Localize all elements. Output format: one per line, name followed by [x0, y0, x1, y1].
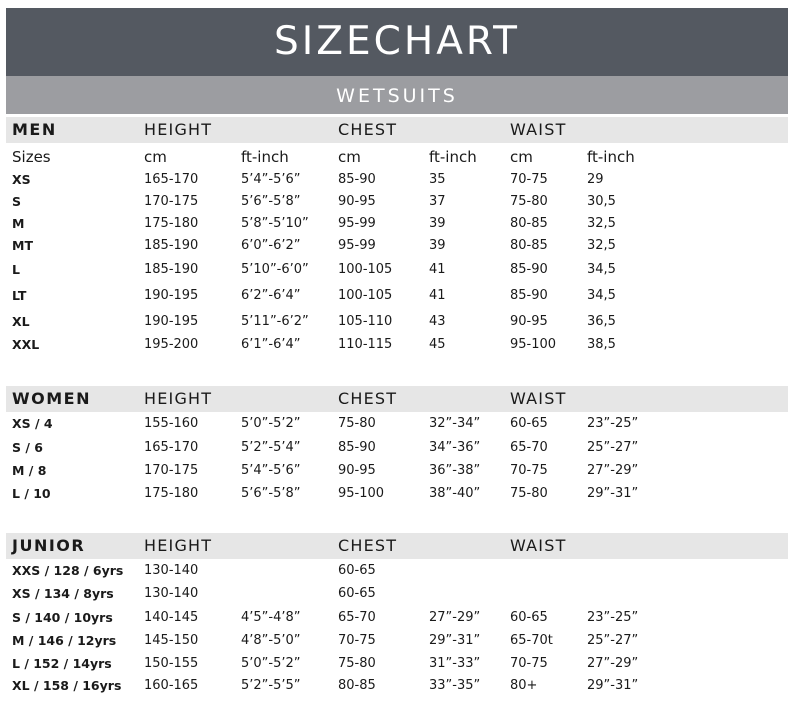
cell-chest-ftin: 41: [429, 262, 446, 277]
size-label: XXS / 128 / 6yrs: [12, 563, 124, 578]
cell-height-cm: 130-140: [144, 586, 199, 601]
cell-waist-ftin: 32,5: [587, 238, 616, 253]
cell-waist-ftin: 25”-27”: [587, 633, 639, 648]
cell-chest-ftin: 39: [429, 216, 446, 231]
cell-waist-ftin: 32,5: [587, 216, 616, 231]
cell-height-cm: 160-165: [144, 678, 199, 693]
size-label: LT: [12, 288, 27, 303]
size-label: M / 146 / 12yrs: [12, 633, 117, 648]
cell-height-cm: 150-155: [144, 656, 199, 671]
unit-label-waist-cm: cm: [510, 148, 533, 166]
cell-waist-ftin: 29”-31”: [587, 486, 639, 501]
cell-height-ftin: 5’0”-5’2”: [241, 416, 301, 431]
cell-waist-cm: 80+: [510, 678, 538, 693]
cell-waist-cm: 60-65: [510, 416, 548, 431]
chest-header: CHEST: [338, 389, 398, 408]
size-label: XS / 4: [12, 416, 53, 431]
size-label: L / 152 / 14yrs: [12, 656, 112, 671]
size-label: MT: [12, 238, 33, 253]
cell-height-cm: 190-195: [144, 314, 199, 329]
size-label: M / 8: [12, 463, 47, 478]
cell-height-cm: 185-190: [144, 238, 199, 253]
cell-height-ftin: 5’11”-6’2”: [241, 314, 309, 329]
cell-waist-cm: 75-80: [510, 194, 548, 209]
cell-chest-cm: 100-105: [338, 262, 393, 277]
cell-height-cm: 170-175: [144, 194, 199, 209]
cell-chest-ftin: 35: [429, 172, 446, 187]
cell-height-cm: 140-145: [144, 610, 199, 625]
cell-waist-cm: 60-65: [510, 610, 548, 625]
cell-chest-ftin: 37: [429, 194, 446, 209]
cell-waist-ftin: 25”-27”: [587, 440, 639, 455]
size-label: S / 140 / 10yrs: [12, 610, 113, 625]
cell-chest-ftin: 29”-31”: [429, 633, 481, 648]
waist-header: WAIST: [510, 120, 567, 139]
cell-waist-cm: 85-90: [510, 288, 548, 303]
cell-chest-cm: 60-65: [338, 563, 376, 578]
cell-waist-ftin: 27”-29”: [587, 463, 639, 478]
cell-waist-cm: 70-75: [510, 463, 548, 478]
cell-chest-ftin: 38”-40”: [429, 486, 481, 501]
cell-waist-cm: 80-85: [510, 216, 548, 231]
cell-chest-cm: 95-100: [338, 486, 385, 501]
cell-chest-ftin: 27”-29”: [429, 610, 481, 625]
unit-label-size: Sizes: [12, 148, 51, 166]
size-label: S / 6: [12, 440, 43, 455]
cell-chest-ftin: 36”-38”: [429, 463, 481, 478]
cell-waist-cm: 95-100: [510, 337, 557, 352]
cell-chest-ftin: 43: [429, 314, 446, 329]
cell-height-cm: 175-180: [144, 216, 199, 231]
cell-waist-cm: 65-70: [510, 440, 548, 455]
cell-height-cm: 165-170: [144, 172, 199, 187]
cell-chest-ftin: 45: [429, 337, 446, 352]
cell-chest-ftin: 39: [429, 238, 446, 253]
size-label: XXL: [12, 337, 40, 352]
cell-chest-cm: 90-95: [338, 463, 376, 478]
cell-height-ftin: 5’8”-5’10”: [241, 216, 309, 231]
section-title: JUNIOR: [12, 536, 86, 555]
unit-label-height-ftin: ft-inch: [241, 148, 289, 166]
cell-chest-cm: 75-80: [338, 416, 376, 431]
size-label: XL / 158 / 16yrs: [12, 678, 122, 693]
cell-waist-ftin: 27”-29”: [587, 656, 639, 671]
cell-waist-ftin: 36,5: [587, 314, 616, 329]
unit-label-chest-ftin: ft-inch: [429, 148, 477, 166]
cell-waist-cm: 70-75: [510, 656, 548, 671]
cell-height-cm: 175-180: [144, 486, 199, 501]
cell-height-cm: 165-170: [144, 440, 199, 455]
chest-header: CHEST: [338, 120, 398, 139]
chest-header: CHEST: [338, 536, 398, 555]
cell-chest-cm: 90-95: [338, 194, 376, 209]
cell-height-ftin: 4’8”-5’0”: [241, 633, 301, 648]
cell-chest-cm: 110-115: [338, 337, 393, 352]
cell-height-cm: 195-200: [144, 337, 199, 352]
cell-chest-cm: 60-65: [338, 586, 376, 601]
section-title: MEN: [12, 120, 57, 139]
cell-height-ftin: 5’6”-5’8”: [241, 194, 301, 209]
size-label: S: [12, 194, 22, 209]
cell-waist-cm: 80-85: [510, 238, 548, 253]
cell-height-cm: 130-140: [144, 563, 199, 578]
cell-chest-cm: 70-75: [338, 633, 376, 648]
unit-label-chest-cm: cm: [338, 148, 361, 166]
page-subtitle: WETSUITS: [6, 76, 788, 114]
cell-height-ftin: 4’5”-4’8”: [241, 610, 301, 625]
size-label: M: [12, 216, 25, 231]
size-label: XL: [12, 314, 30, 329]
cell-waist-ftin: 23”-25”: [587, 610, 639, 625]
size-label: L: [12, 262, 20, 277]
cell-waist-cm: 85-90: [510, 262, 548, 277]
cell-chest-ftin: 34”-36”: [429, 440, 481, 455]
cell-height-ftin: 5’2”-5’5”: [241, 678, 301, 693]
cell-chest-cm: 65-70: [338, 610, 376, 625]
unit-label-height-cm: cm: [144, 148, 167, 166]
height-header: HEIGHT: [144, 389, 213, 408]
cell-height-ftin: 5’2”-5’4”: [241, 440, 301, 455]
cell-height-ftin: 5’4”-5’6”: [241, 463, 301, 478]
size-label: L / 10: [12, 486, 51, 501]
cell-waist-ftin: 30,5: [587, 194, 616, 209]
page-title: SIZECHART: [6, 8, 788, 76]
cell-chest-cm: 95-99: [338, 216, 376, 231]
cell-chest-cm: 80-85: [338, 678, 376, 693]
cell-height-ftin: 5’4”-5’6”: [241, 172, 301, 187]
unit-label-waist-ftin: ft-inch: [587, 148, 635, 166]
cell-chest-ftin: 33”-35”: [429, 678, 481, 693]
cell-height-ftin: 6’2”-6’4”: [241, 288, 301, 303]
cell-chest-cm: 85-90: [338, 440, 376, 455]
cell-height-cm: 185-190: [144, 262, 199, 277]
cell-height-ftin: 5’10”-6’0”: [241, 262, 309, 277]
cell-waist-ftin: 29”-31”: [587, 678, 639, 693]
cell-chest-ftin: 32”-34”: [429, 416, 481, 431]
cell-waist-ftin: 34,5: [587, 288, 616, 303]
cell-waist-ftin: 23”-25”: [587, 416, 639, 431]
cell-height-ftin: 6’1”-6’4”: [241, 337, 301, 352]
cell-waist-cm: 90-95: [510, 314, 548, 329]
cell-waist-cm: 70-75: [510, 172, 548, 187]
cell-waist-ftin: 29: [587, 172, 604, 187]
size-label: XS: [12, 172, 31, 187]
cell-chest-cm: 100-105: [338, 288, 393, 303]
cell-waist-cm: 75-80: [510, 486, 548, 501]
height-header: HEIGHT: [144, 536, 213, 555]
cell-waist-ftin: 34,5: [587, 262, 616, 277]
cell-chest-cm: 95-99: [338, 238, 376, 253]
cell-height-ftin: 5’0”-5’2”: [241, 656, 301, 671]
cell-chest-ftin: 31”-33”: [429, 656, 481, 671]
cell-waist-cm: 65-70t: [510, 633, 553, 648]
cell-chest-ftin: 41: [429, 288, 446, 303]
waist-header: WAIST: [510, 389, 567, 408]
cell-height-cm: 155-160: [144, 416, 199, 431]
cell-height-ftin: 5’6”-5’8”: [241, 486, 301, 501]
cell-chest-cm: 85-90: [338, 172, 376, 187]
cell-waist-ftin: 38,5: [587, 337, 616, 352]
cell-chest-cm: 75-80: [338, 656, 376, 671]
cell-height-cm: 190-195: [144, 288, 199, 303]
height-header: HEIGHT: [144, 120, 213, 139]
section-title: WOMEN: [12, 389, 91, 408]
cell-height-ftin: 6’0”-6’2”: [241, 238, 301, 253]
cell-height-cm: 170-175: [144, 463, 199, 478]
waist-header: WAIST: [510, 536, 567, 555]
cell-height-cm: 145-150: [144, 633, 199, 648]
cell-chest-cm: 105-110: [338, 314, 393, 329]
size-label: XS / 134 / 8yrs: [12, 586, 114, 601]
